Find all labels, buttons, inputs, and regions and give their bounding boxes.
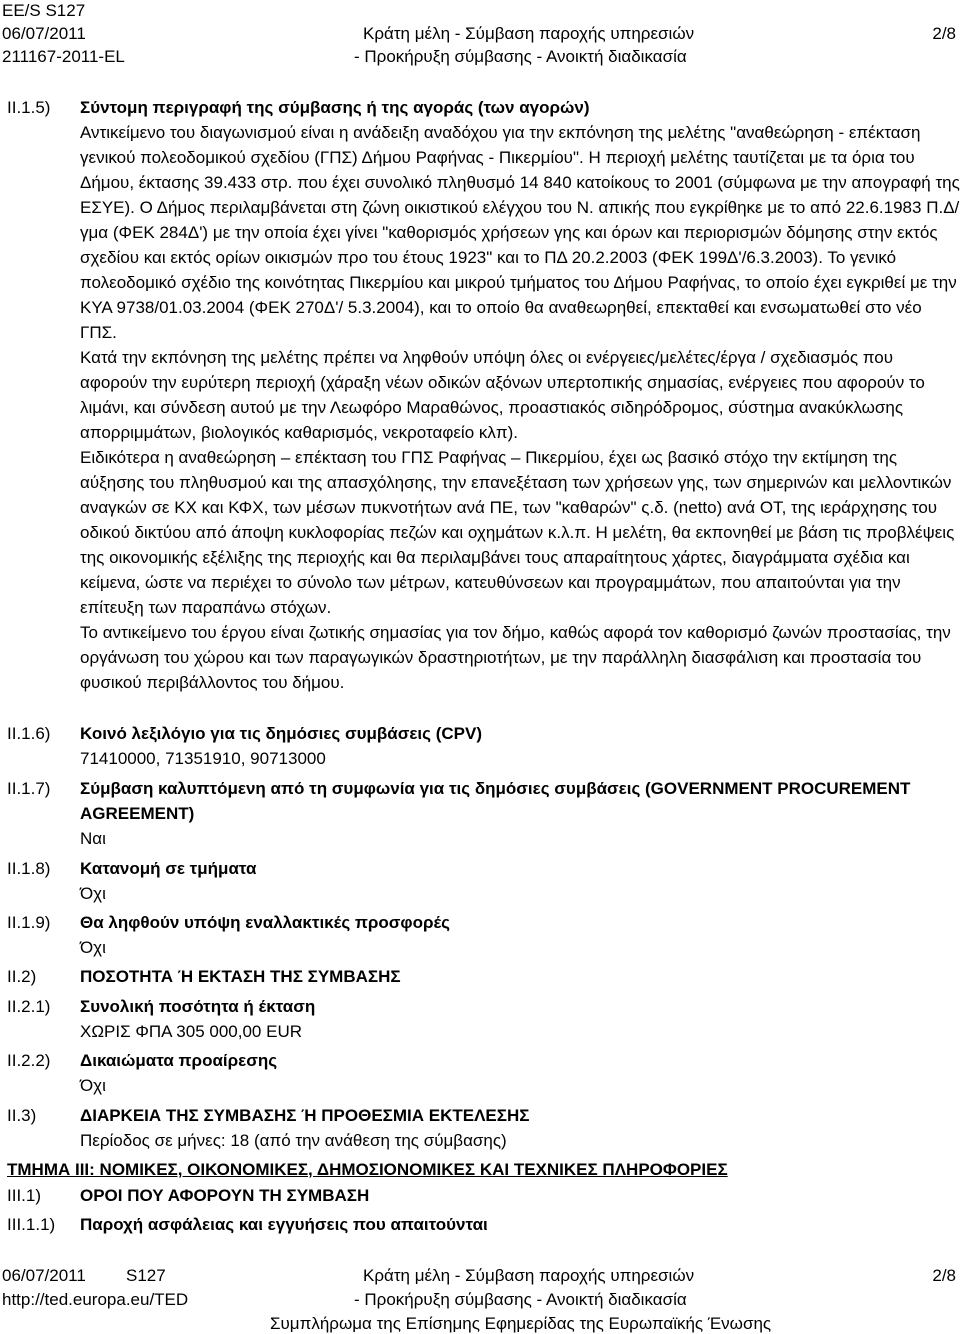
section-number: II.1.9) [7,913,51,932]
section-duration [80,1103,960,1153]
section-total-quantity [80,994,960,1044]
section-value: Ναι [80,829,106,848]
footer-title-line2: - Προκήρυξη σύμβασης - Ανοικτή διαδικασία [354,1290,687,1309]
section-guarantees [80,1212,960,1237]
description-paragraph: Αντικείμενο του διαγωνισμού είναι η ανάδειξη αναδόχου για την εκπόνηση της μελέτης "αναθεώρηση - επέκταση γενικού πολεοδομικού σχεδίου (ΓΠΣ) Δήμου Ραφήνας - Πικερμίου". Η περιοχή μελέτης ταυτίζεται με τα όρια του Δήμου, έκτασης 39.433 στρ. που έχει συνολικό πληθυσμό 14 840 κατοίκους το 2001 (σύμφωνα με την απογραφή της ΕΣΥΕ). Ο Δήμος περιλαμβάνεται στη ζώνη οικιστικού ελέγχου του Ν. απικής που εγκρίθηκε με το από 22.6.1983 Π.Δ/γμα (ΦΕΚ 284Δ') με την οποία έχει γίνει "καθορισμός χρήσεων γης και όρων και περιορισμών δόμησης στην εκτός σχεδίου και εκτός ορίων οικισμών προ του έτους 1923" και το ΠΔ 20.2.2003 (ΦΕΚ 199Δ'/6.3.2003). Το γενικό πολεοδομικό σχέδιο της κοινότητας Πικερμίου και μικρού τμήματος του Δήμου Ραφήνας, το οποίο έχει εγκριθεί με την ΚΥΑ 9738/01.03.2004 (ΦΕΚ 270Δ'/ 5.3.2004), και το οποίο θα αναθεωρηθεί, επεκταθεί και ενσωματωθεί στο νέο ΓΠΣ. [80,123,960,342]
footer-title-line1: Κράτη μέλη - Σύμβαση παροχής υπηρεσιών [363,1266,695,1285]
section-value: Περίοδος σε μήνες: 18 (από την ανάθεση της σύμβασης) [80,1131,507,1150]
section-number: II.2) [7,967,37,986]
section-title: Συνολική ποσότητα ή έκταση [80,997,316,1016]
header-code: EE/S S127 [2,1,86,20]
section-number: III.1.1) [7,1215,56,1234]
section-title: Κατανομή σε τμήματα [80,859,257,878]
section-options [80,1048,960,1098]
section-value: ΧΩΡΙΣ ΦΠΑ 305 000,00 EUR [80,1022,303,1041]
description-paragraph: Ειδικότερα η αναθεώρηση – επέκταση του ΓΠΣ Ραφήνας – Πικερμίου, έχει ως βασικό στόχο την εκτίμηση της αύξησης του πληθυσμού και της απασχόλησης, την επανεξέταση των χρήσεων γης, των σημερινών και μελλοντικών αναγκών σε ΚΧ και ΚΦΧ, των μέσων πυκνοτήτων ανά ΠΕ, των "καθαρών" ς.δ. (netto) ανά ΟΤ, της ιεράρχησης του οδικού δικτύου από άποψη κυκλοφορίας πεζών και οχημάτων κ.λ.π. Η μελέτη, θα εκπονηθεί με βάση τις προβλέψεις της οικονομικής εξέλιξης της περιοχής και θα περιλαμβάνει τους απαραίτητους χάρτες, διαγράμματα σχέδια και κείμενα, ώστε να περιέχει το σύνολο των μέτρων, κατευθύνσεων και προγραμμάτων, που απαιτούνται για την επίτευξη των παραπάνω στόχων. [80,448,955,617]
section-lots [80,856,960,906]
part-heading: ΤΜΗΜΑ III: ΝΟΜΙΚΕΣ, ΟΙΚΟΝΟΜΙΚΕΣ, ΔΗΜΟΣΙΟΝΟΜΙΚΕΣ ΚΑΙ ΤΕΧΝΙΚΕΣ ΠΛΗΡΟΦΟΡΙΕΣ [7,1160,728,1179]
footer-journal: Συμπλήρωμα της Επίσημης Εφημερίδας της Ευρωπαϊκής Ένωσης [270,1314,772,1333]
section-quantity-heading [80,964,960,989]
section-number: II.1.5) [7,98,51,117]
header-title-line2: - Προκήρυξη σύμβασης - Ανοικτή διαδικασία [354,47,687,66]
section-title: Κοινό λεξιλόγιο για τις δημόσιες συμβάσεις (CPV) [80,724,482,743]
section-title: Θα ληφθούν υπόψη εναλλακτικές προσφορές [80,913,450,932]
section-variants [80,910,960,960]
header-ref: 211167-2011-EL [2,47,125,66]
section-cpv [80,721,960,771]
section-value: Όχι [80,938,106,957]
section-number: II.3) [7,1106,37,1125]
section-number: II.1.7) [7,779,51,798]
section-title: Σύντομη περιγραφή της σύμβασης ή της αγοράς (των αγορών) [80,98,590,117]
section-title: Παροχή ασφάλειας και εγγυήσεις που απαιτούνται [80,1215,488,1234]
section-title: ΠΟΣΟΤΗΤΑ Ή ΕΚΤΑΣΗ ΤΗΣ ΣΥΜΒΑΣΗΣ [80,967,401,986]
section-title: ΟΡΟΙ ΠΟΥ ΑΦΟΡΟΥΝ ΤΗ ΣΥΜΒΑΣΗ [80,1186,370,1205]
section-number: III.1) [7,1186,42,1205]
section-value: 71410000, 71351910, 90713000 [80,749,326,768]
section-title: Σύμβαση καλυπτόμενη από τη συμφωνία για τις δημόσιες συμβάσεις (GOVERNMENT PROCUREMENT AGREEMENT) [80,779,911,823]
section-title: ΔΙΑΡΚΕΙΑ ΤΗΣ ΣΥΜΒΑΣΗΣ Ή ΠΡΟΘΕΣΜΙΑ ΕΚΤΕΛΕΣΗΣ [80,1106,530,1125]
section-contract-conditions [80,1183,960,1208]
section-title: Δικαιώματα προαίρεσης [80,1051,278,1070]
section-gpa [80,776,950,851]
footer-page: 2/8 [932,1266,956,1285]
section-number: II.1.6) [7,724,51,743]
section-value: Όχι [80,884,106,903]
section-number: II.1.8) [7,859,51,878]
header-date: 06/07/2011 [2,24,86,43]
description-paragraph: Το αντικείμενο του έργου είναι ζωτικής σημασίας για τον δήμο, καθώς αφορά τον καθορισμό ζωνών προστασίας, την οργάνωση του χώρου και των παραγωγικών δραστηριοτήτων, με την παράλληλη διασφάλιση και προστασία του φυσικού περιβάλλοντος του δήμου. [80,623,951,692]
footer-url[interactable]: http://ted.europa.eu/TED [2,1290,189,1309]
section-number: II.2.2) [7,1051,51,1070]
section-value: Όχι [80,1076,106,1095]
footer-code: S127 [126,1266,166,1285]
header-page: 2/8 [932,24,956,43]
section-number: II.2.1) [7,997,51,1016]
footer-date: 06/07/2011 [2,1266,86,1285]
description-paragraph: Κατά την εκπόνηση της μελέτης πρέπει να ληφθούν υπόψη όλες οι ενέργειες/μελέτες/έργα / σχεδιασμός που αφορούν την ευρύτερη περιοχή (χάραξη νέων οδικών αξόνων υπερτοπικής σημασίας, ενέργειες που αφορούν το λιμάνι, και σύνδεση αυτού με την Λεωφόρο Μαραθώνος, προαστιακός σιδηρόδρομος, σύστημα ανακύκλωσης απορριμμάτων, βιολογικός καθαρισμός, νεκροταφείο κλπ). [80,348,925,442]
header-title-line1: Κράτη μέλη - Σύμβαση παροχής υπηρεσιών [363,24,695,43]
section-short-description [80,95,960,695]
